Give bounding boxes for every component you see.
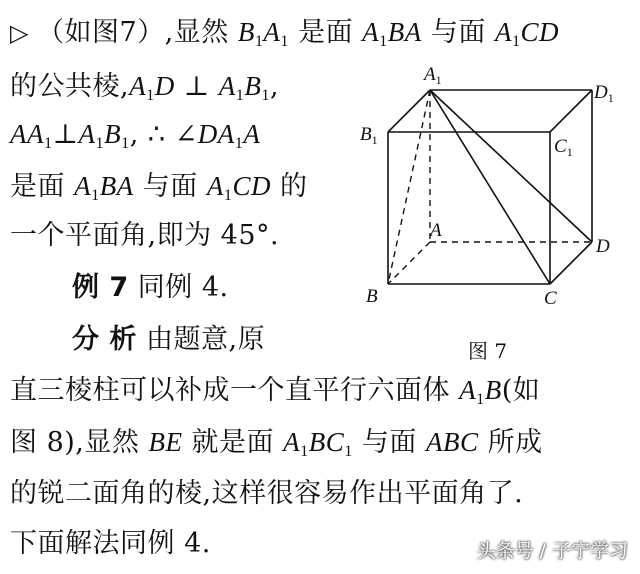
label-b1: $B_1$ [360, 124, 378, 147]
watermark: 头条号 / 子宁学习 [476, 540, 628, 562]
label-a: A [430, 220, 442, 241]
label-c: C [544, 288, 557, 309]
cube-diagram [350, 56, 630, 316]
text-line-9: 图 8),显然 BE 就是面 $A_1BC_1$ 与面 ABC 所成 [10, 427, 543, 460]
example-heading: 例 7 同例 4. [72, 272, 229, 303]
text-line-3: $AA_1\perp A_1B_1$, ∴ $\angle DA_1A$ [10, 119, 261, 152]
label-c1: $C_1$ [554, 136, 573, 159]
triangle-marker-icon: ▷ [10, 19, 29, 47]
label-d1: $D_1$ [594, 82, 614, 105]
edge-c-d [550, 242, 592, 284]
text-line-4: 是面 $A_1BA$ 与面 $A_1CD$ 的 [10, 171, 308, 204]
text-line-1: ▷ （如图7）,显然 $B_1A_1$ 是面 $A_1BA$ 与面 $A_1CD$ [10, 17, 560, 50]
text-line-2: 的公共棱$,A_1D$ ⊥ $A_1B_1$, [10, 71, 280, 104]
analysis-heading: 分 析 由题意,原 [72, 324, 266, 355]
analysis-label: 分 析 [72, 324, 137, 355]
cube-figure [350, 56, 630, 316]
label-d: D [596, 236, 610, 257]
example-label: 例 7 [72, 272, 129, 303]
figure-caption: 图 7 [468, 339, 508, 363]
edge-a-b-hidden [388, 242, 430, 284]
text-line-8: 直三棱柱可以补成一个直平行六面体 $A_1B$(如 [10, 375, 541, 408]
label-a1: $A_1$ [424, 64, 442, 87]
text-line-10: 的锐二面角的棱,这样很容易作出平面角了. [10, 478, 524, 509]
text-line-11: 下面解法同例 4. [10, 528, 211, 559]
text-line-5: 一个平面角,即为 45°. [10, 220, 280, 251]
edge-a1-c [430, 90, 550, 284]
edge-d1-c1 [550, 90, 592, 132]
edge-a1-b-hidden [388, 90, 430, 284]
edge-a1-b1 [388, 90, 430, 132]
edge-a1-d [430, 90, 592, 242]
label-b: B [366, 286, 378, 307]
